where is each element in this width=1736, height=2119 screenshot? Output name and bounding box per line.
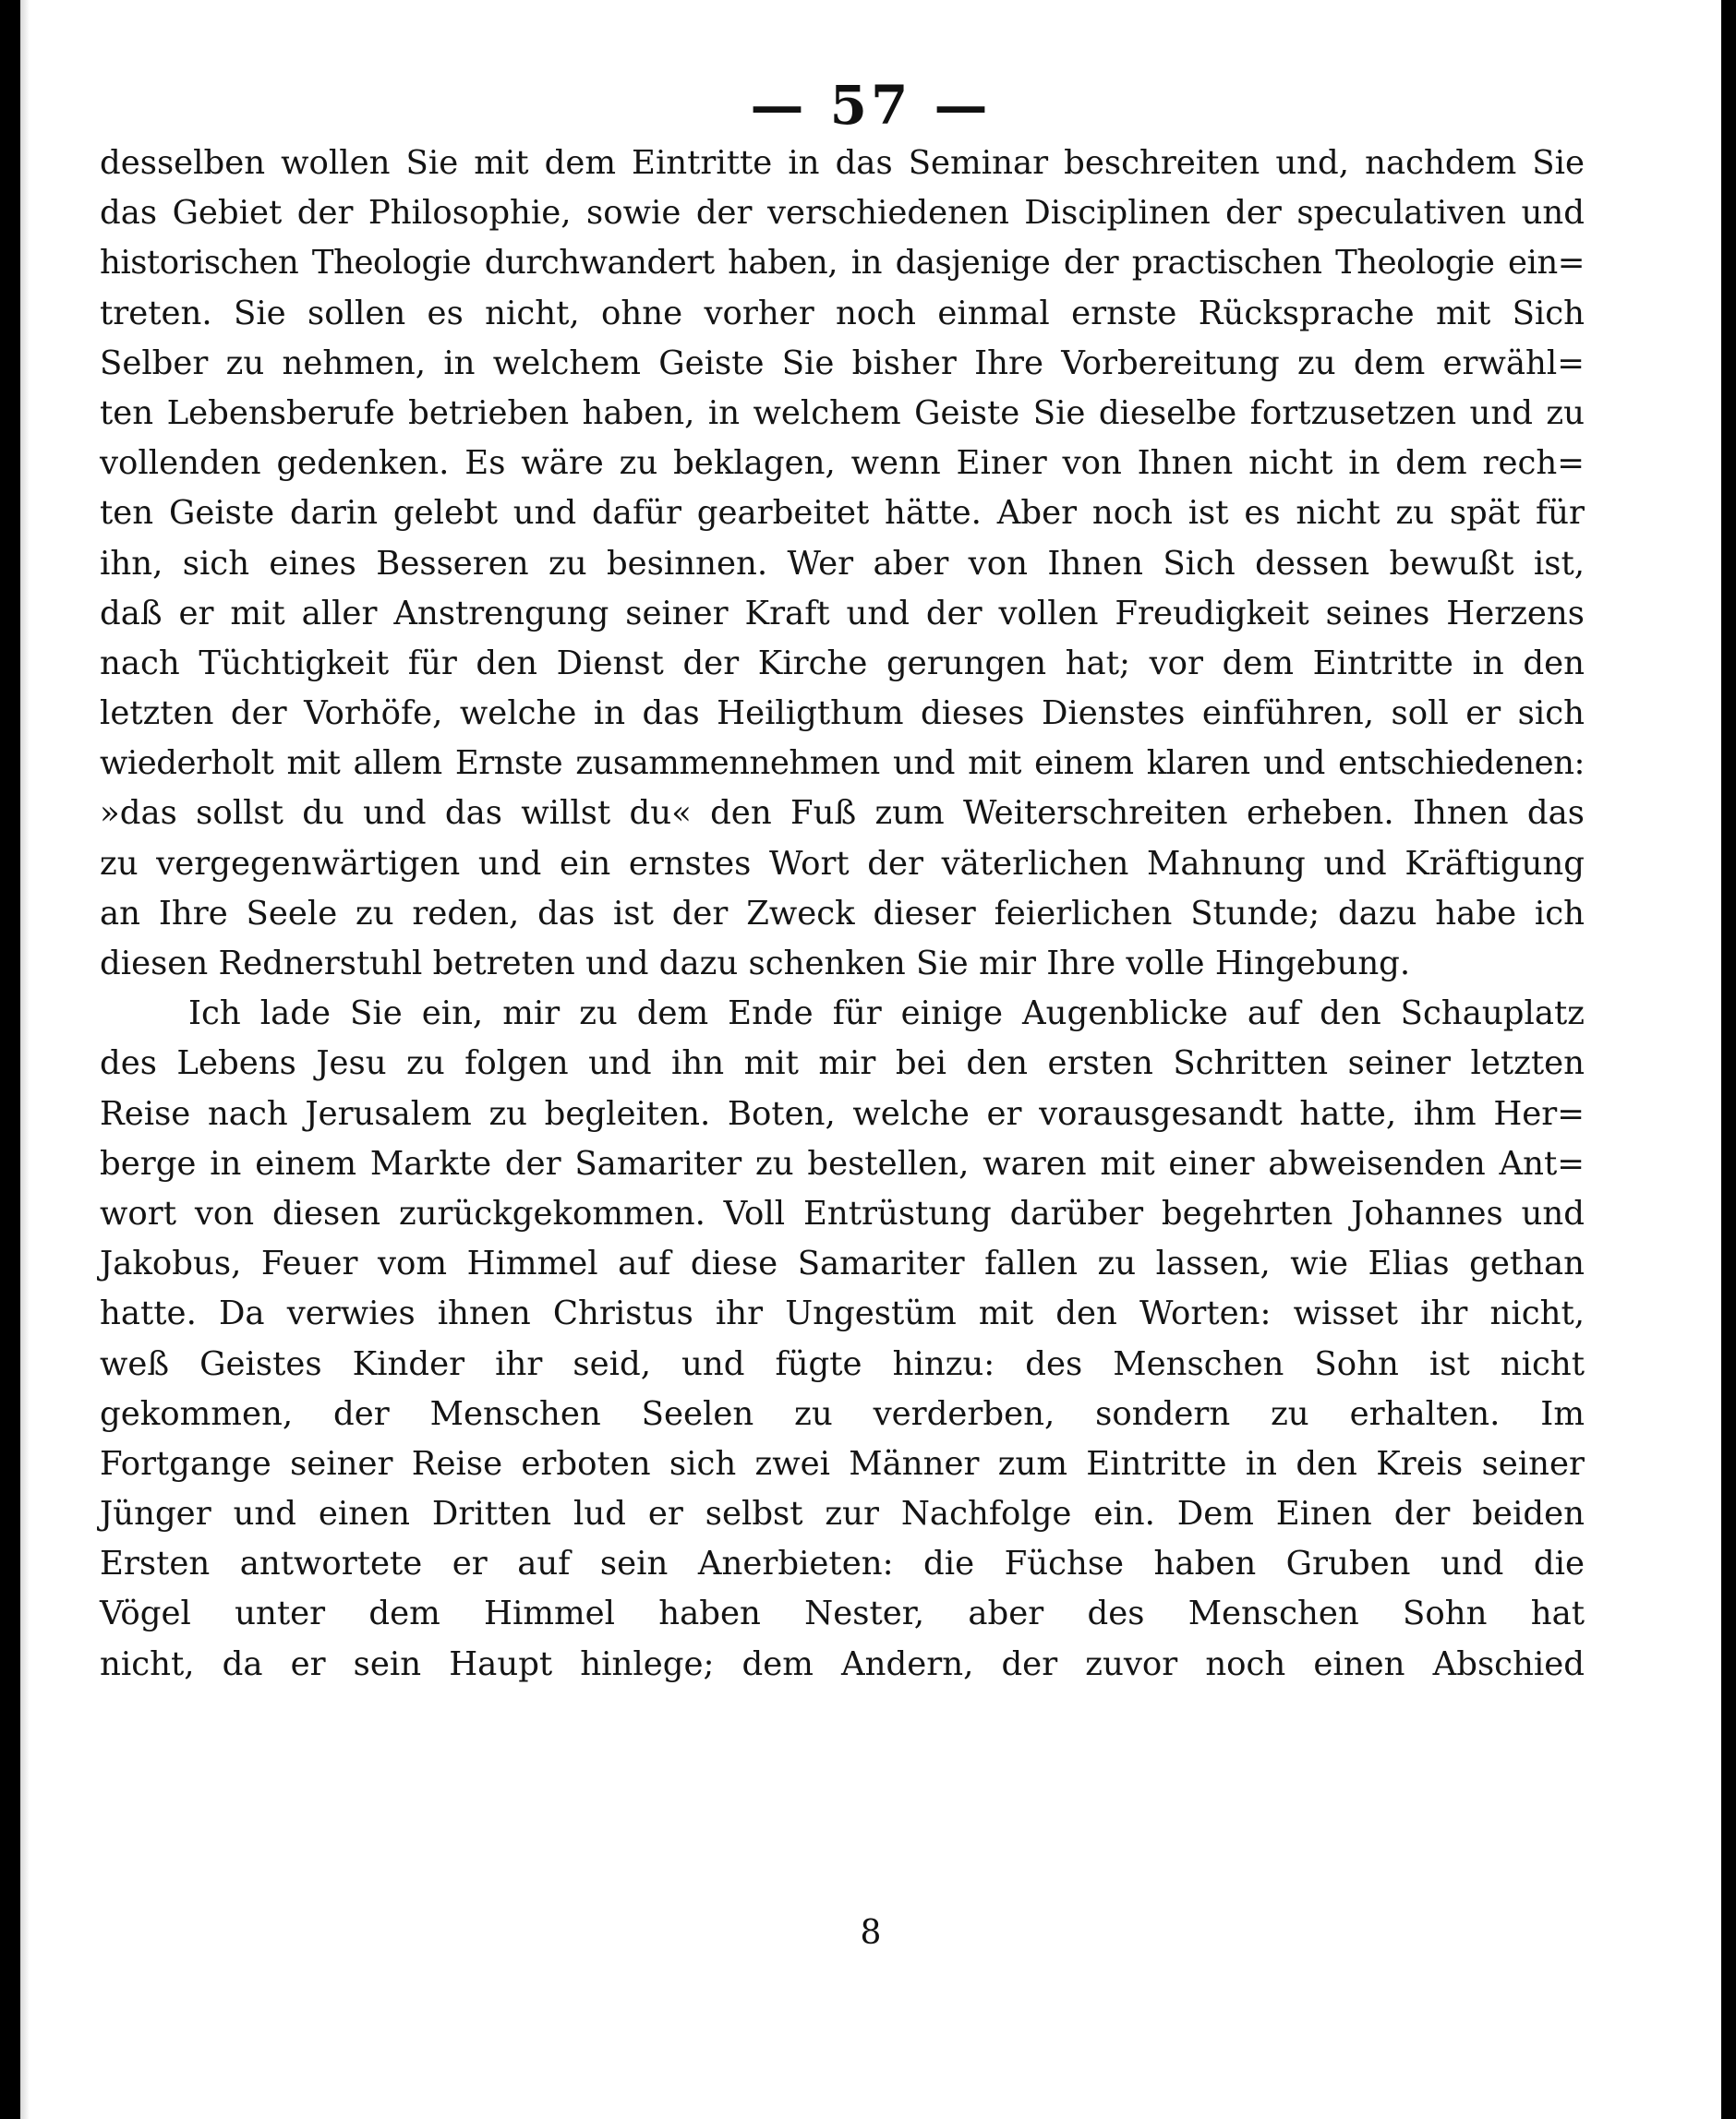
text-line: hatte. Da verwies ihnen Christus ihr Ungestüm mit den Worten: wisset ihr nicht, bbox=[100, 1294, 1585, 1333]
text-line: des Lebens Jesu zu folgen und ihn mit mir bei den ersten Schritten seiner letzten bbox=[100, 1044, 1585, 1083]
signature-mark: 8 bbox=[860, 1914, 882, 1952]
text-line: zu vergegenwärtigen und ein ernstes Wort der väterlichen Mahnung und Kräftigung bbox=[100, 844, 1585, 883]
text-line: »das sollst du und das willst du« den Fuß zum Weiterschreiten erheben. Ihnen das bbox=[100, 794, 1585, 833]
text-line: letzten der Vorhöfe, welche in das Heiligthum dieses Dienstes einführen, soll er sich bbox=[100, 694, 1585, 733]
paragraph-start-line: Ich lade Sie ein, mir zu dem Ende für einige Augenblicke auf den Schauplatz bbox=[188, 994, 1585, 1033]
text-line: Vögel unter dem Himmel haben Nester, aber des Menschen Sohn hat bbox=[100, 1595, 1585, 1633]
text-line: weß Geistes Kinder ihr seid, und fügte hinzu: des Menschen Sohn ist nicht bbox=[100, 1344, 1585, 1383]
text-line: Reise nach Jerusalem zu begleiten. Boten, welche er vorausgesandt hatte, ihm Her= bbox=[100, 1094, 1585, 1133]
text-line: Fortgange seiner Reise erboten sich zwei Männer zum Eintritte in den Kreis seiner bbox=[100, 1444, 1585, 1483]
page-number: — 57 — bbox=[750, 74, 992, 137]
text-line: das Gebiet der Philosophie, sowie der verschiedenen Disciplinen der speculativen und bbox=[100, 194, 1585, 233]
text-line: Jakobus, Feuer vom Himmel auf diese Samariter fallen zu lassen, wie Elias gethan bbox=[100, 1245, 1585, 1283]
text-line: desselben wollen Sie mit dem Eintritte in das Seminar beschreiten und, nachdem Sie bbox=[100, 144, 1585, 182]
text-line: vollenden gedenken. Es wäre zu beklagen, wenn Einer von Ihnen nicht in dem rech= bbox=[100, 444, 1585, 483]
text-line: nicht, da er sein Haupt hinlege; dem Andern, der zuvor noch einen Abschied bbox=[100, 1644, 1585, 1683]
body-text bbox=[100, 138, 1585, 1690]
text-line: Jünger und einen Dritten lud er selbst zur Nachfolge ein. Dem Einen der beiden bbox=[100, 1495, 1585, 1534]
text-line: daß er mit aller Anstrengung seiner Kraft und der vollen Freudigkeit seines Herzens bbox=[100, 594, 1585, 632]
paragraph-end-line: diesen Rednerstuhl betreten und dazu schenken Sie mir Ihre volle Hingebung. bbox=[100, 945, 1411, 982]
text-line: wiederholt mit allem Ernste zusammennehmen und mit einem klaren und entschiedenen: bbox=[100, 744, 1585, 783]
text-line: historischen Theologie durchwandert haben, in dasjenige der practischen Theologie ein= bbox=[100, 244, 1585, 283]
book-page bbox=[20, 0, 1721, 2119]
text-line: Selber zu nehmen, in welchem Geiste Sie bisher Ihre Vorbereitung zu dem erwähl= bbox=[100, 343, 1585, 382]
text-line: nach Tüchtigkeit für den Dienst der Kirche gerungen hat; vor dem Eintritte in den bbox=[100, 644, 1585, 682]
text-line: treten. Sie sollen es nicht, ohne vorher noch einmal ernste Rücksprache mit Sich bbox=[100, 294, 1585, 332]
page-edge-shadow bbox=[20, 0, 30, 2119]
text-line: berge in einem Markte der Samariter zu bestellen, waren mit einer abweisenden Ant= bbox=[100, 1144, 1585, 1183]
text-line: ten Lebensberufe betrieben haben, in welchem Geiste Sie dieselbe fortzusetzen und zu bbox=[100, 393, 1585, 432]
text-line: an Ihre Seele zu reden, das ist der Zweck dieser feierlichen Stunde; dazu habe ich bbox=[100, 894, 1585, 933]
text-line: gekommen, der Menschen Seelen zu verderben, sondern zu erhalten. Im bbox=[100, 1394, 1585, 1433]
text-line: wort von diesen zurückgekommen. Voll Entrüstung darüber begehrten Johannes und bbox=[100, 1194, 1585, 1233]
text-line: Ersten antwortete er auf sein Anerbieten: die Füchse haben Gruben und die bbox=[100, 1545, 1585, 1583]
text-line: ten Geiste darin gelebt und dafür gearbeitet hätte. Aber noch ist es nicht zu spät für bbox=[100, 494, 1585, 533]
text-line: ihn, sich eines Besseren zu besinnen. Wer aber von Ihnen Sich dessen bewußt ist, bbox=[100, 544, 1585, 583]
